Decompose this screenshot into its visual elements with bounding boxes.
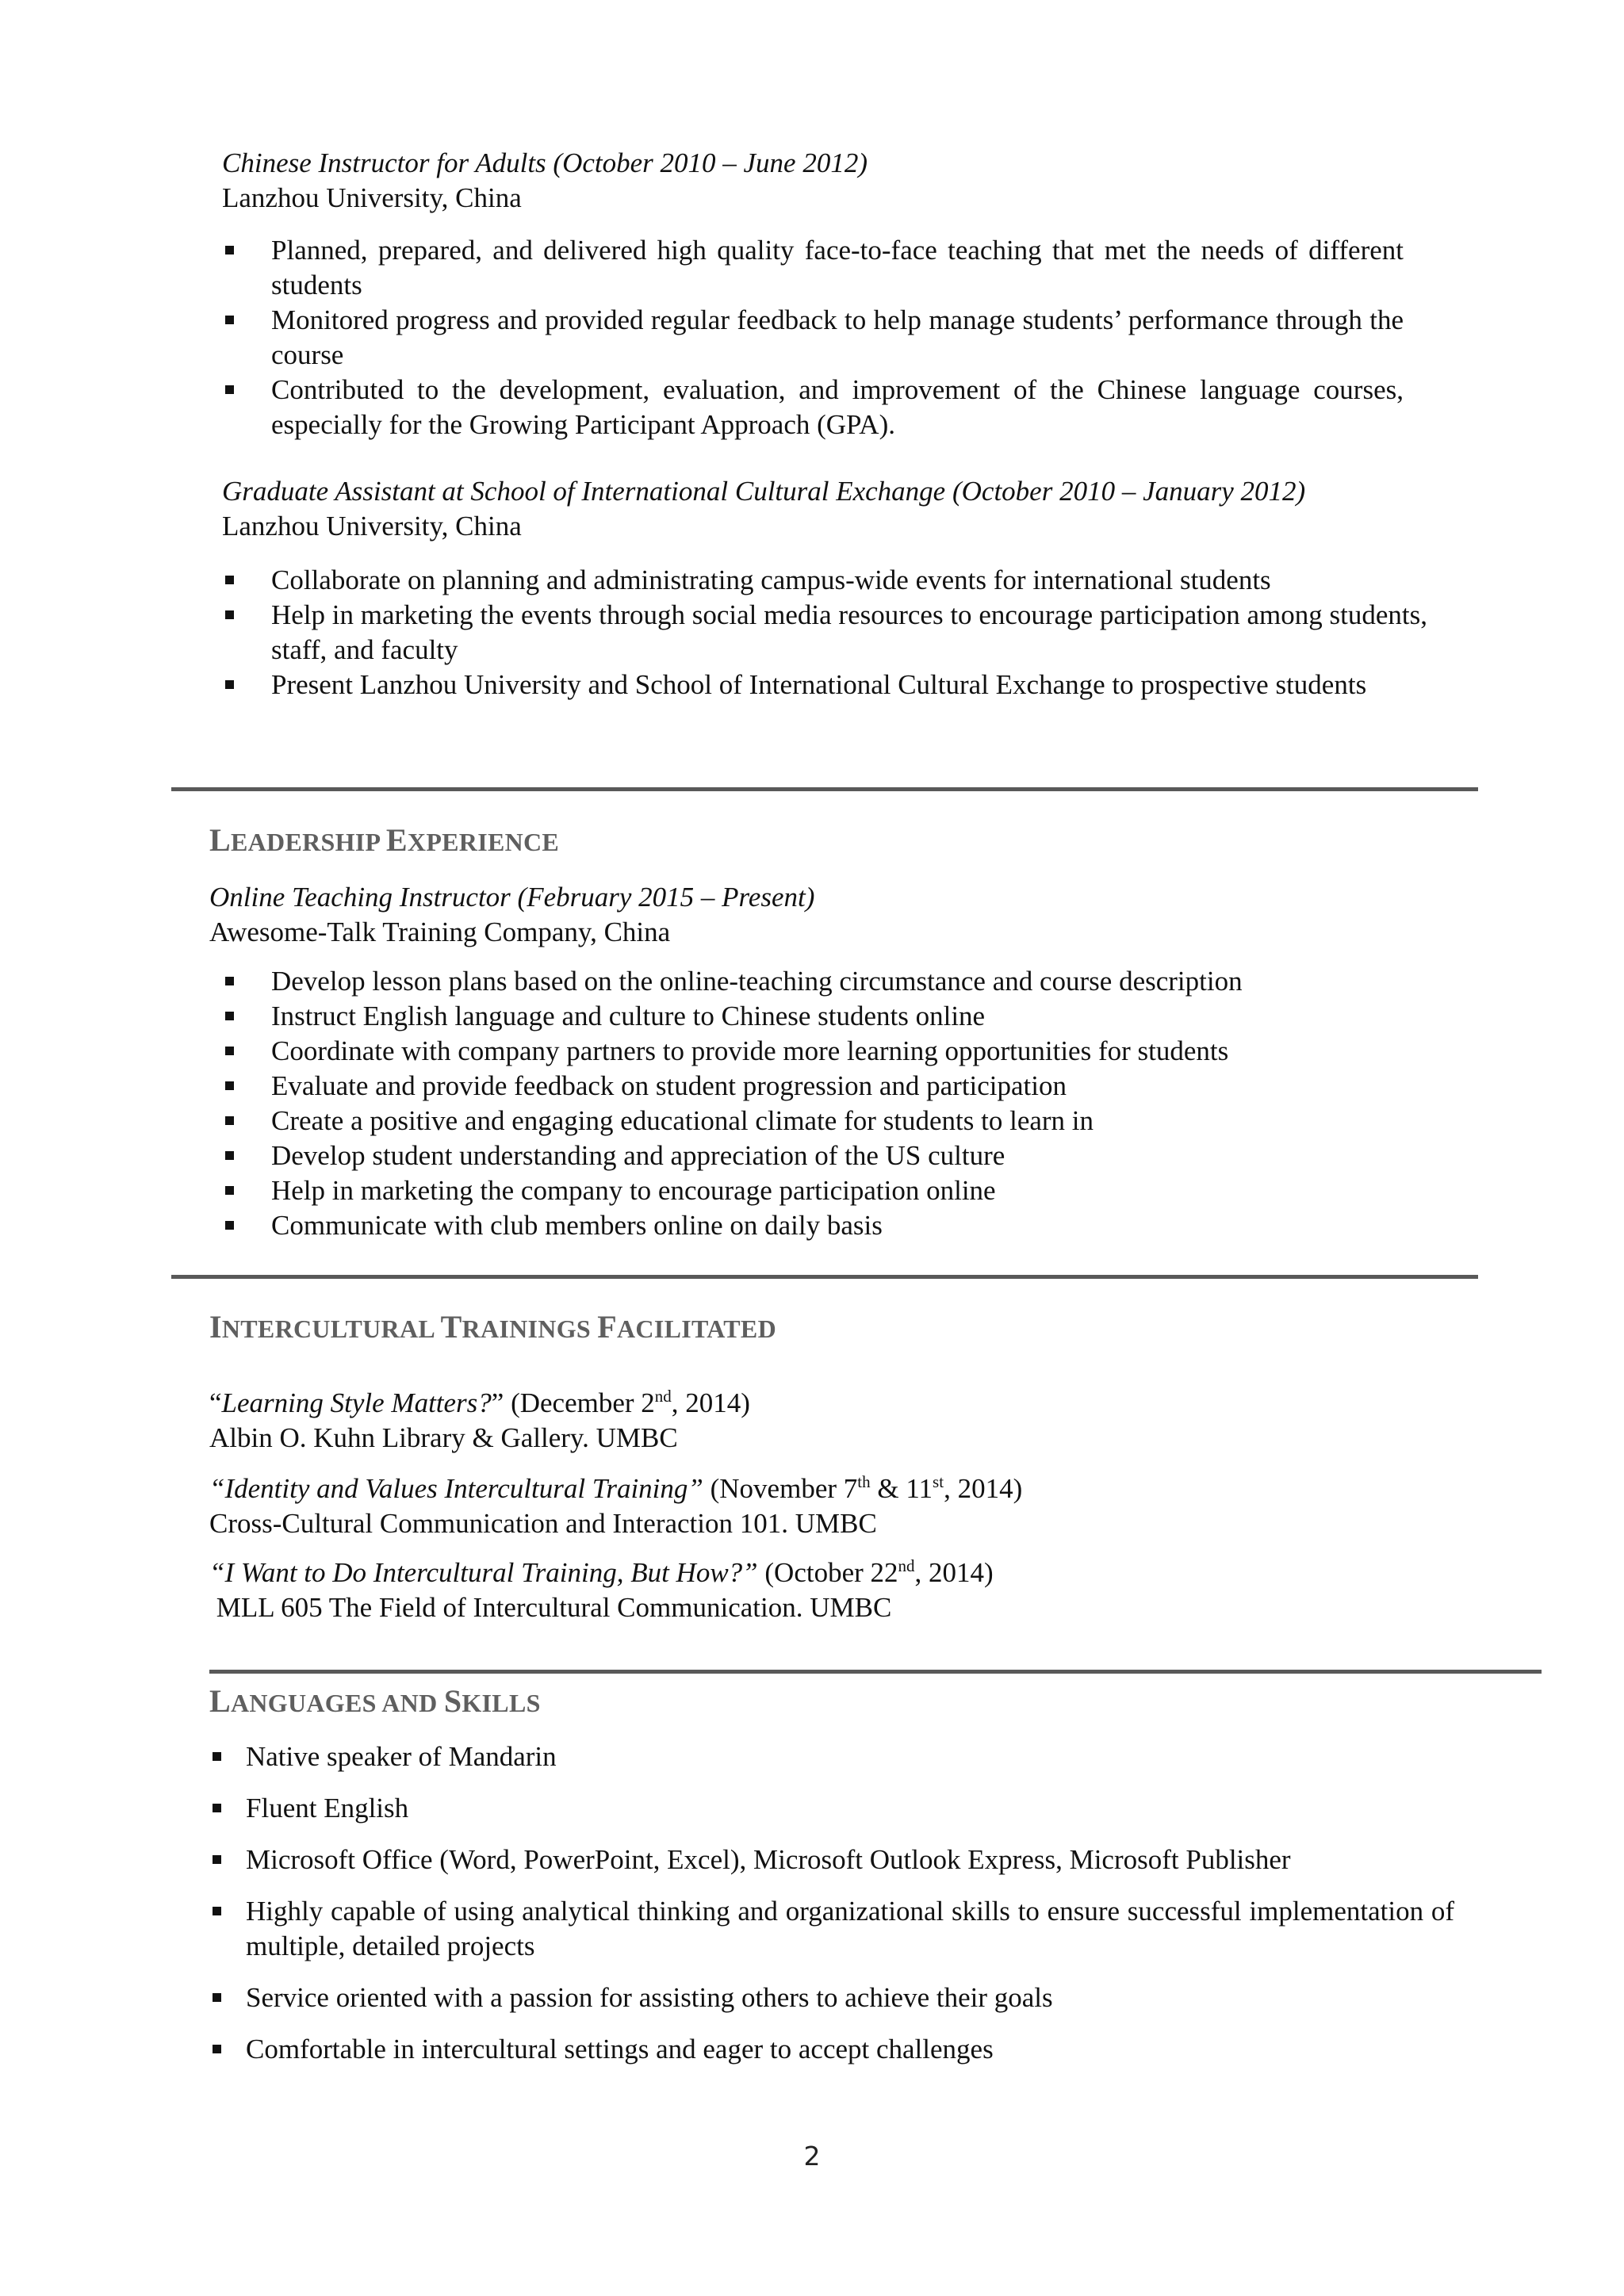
job-block-graduate-assistant [222, 474, 1305, 544]
job-organization: Awesome-Talk Training Company, China [209, 916, 671, 947]
list-item: Microsoft Office (Word, PowerPoint, Excel), Microsoft Outlook Express, Microsoft Publisher [209, 1843, 1454, 1877]
training-title: Learning Style Matters? [221, 1387, 492, 1418]
training-title: “I Want to Do Intercultural Training, But How?” [209, 1557, 758, 1588]
list-item: Native speaker of Mandarin [209, 1739, 1454, 1774]
page-number: 2 [803, 2141, 821, 2172]
list-item: Instruct English language and culture to Chinese students online [222, 999, 1459, 1034]
job-title: Online Teaching Instructor (February 2015 – Present) [209, 882, 815, 913]
job-bullets [222, 563, 1427, 702]
job-title: Graduate Assistant at School of International Cultural Exchange (October 2010 – January 2012) [222, 476, 1306, 507]
list-item: Highly capable of using analytical thinking and organizational skills to ensure successful implementation of multiple, detailed projects [209, 1894, 1454, 1964]
list-item: Evaluate and provide feedback on student progression and participation [222, 1069, 1459, 1104]
training-venue: Cross-Cultural Communication and Interaction 101. UMBC [209, 1508, 877, 1539]
list-item: Create a positive and engaging educational climate for students to learn in [222, 1104, 1459, 1138]
list-item: Help in marketing the events through social media resources to encourage participation among students, staff, and faculty [222, 598, 1427, 668]
section-heading-languages: LANGUAGES AND SKILLS [209, 1683, 541, 1719]
section-heading-leadership: LEADERSHIP EXPERIENCE [209, 822, 560, 858]
training-item: “Identity and Values Intercultural Training” (November 7th & 11st, 2014) Cross-Cultural Communication and Interaction 101. UMBC [209, 1471, 1022, 1541]
list-item: Present Lanzhou University and School of International Cultural Exchange to prospective students [222, 668, 1427, 702]
training-venue: Albin O. Kuhn Library & Gallery. UMBC [209, 1422, 678, 1453]
training-item: “Learning Style Matters?” (December 2nd, 2014) Albin O. Kuhn Library & Gallery. UMBC [209, 1386, 750, 1456]
training-item: “I Want to Do Intercultural Training, But How?” (October 22nd, 2014) MLL 605 The Field of Intercultural Communication. UMBC [209, 1556, 994, 1625]
leadership-bullets [222, 964, 1459, 1243]
skills-bullets [209, 1739, 1454, 2084]
training-title: “Identity and Values Intercultural Training” [209, 1473, 703, 1504]
list-item: Develop student understanding and appreciation of the US culture [222, 1138, 1459, 1173]
list-item: Fluent English [209, 1791, 1454, 1826]
list-item: Contributed to the development, evaluation, and improvement of the Chinese language courses, especially for the Growing Participant Approach (GPA). [222, 373, 1404, 442]
job-organization: Lanzhou University, China [222, 182, 522, 213]
list-item: Develop lesson plans based on the online-teaching circumstance and course description [222, 964, 1459, 999]
list-item: Communicate with club members online on daily basis [222, 1208, 1459, 1243]
list-item: Monitored progress and provided regular feedback to help manage students’ performance through the course [222, 303, 1404, 373]
job-bullets [222, 233, 1404, 442]
section-divider [171, 787, 1478, 791]
job-title: Chinese Instructor for Adults (October 2010 – June 2012) [222, 147, 868, 178]
section-heading-trainings: INTERCULTURAL TRAININGS FACILITATED [209, 1309, 776, 1345]
section-divider [171, 1275, 1478, 1279]
list-item: Service oriented with a passion for assisting others to achieve their goals [209, 1980, 1454, 2015]
section-divider [209, 1670, 1542, 1674]
list-item: Coordinate with company partners to provide more learning opportunities for students [222, 1034, 1459, 1069]
training-venue: MLL 605 The Field of Intercultural Communication. UMBC [209, 1592, 892, 1623]
list-item: Help in marketing the company to encourage participation online [222, 1173, 1459, 1208]
job-organization: Lanzhou University, China [222, 511, 522, 541]
job-block-chinese-instructor [222, 146, 868, 216]
job-block-online-teaching [209, 880, 814, 950]
list-item: Planned, prepared, and delivered high quality face-to-face teaching that met the needs of different students [222, 233, 1404, 303]
list-item: Comfortable in intercultural settings and eager to accept challenges [209, 2032, 1454, 2067]
list-item: Collaborate on planning and administrating campus-wide events for international students [222, 563, 1427, 598]
